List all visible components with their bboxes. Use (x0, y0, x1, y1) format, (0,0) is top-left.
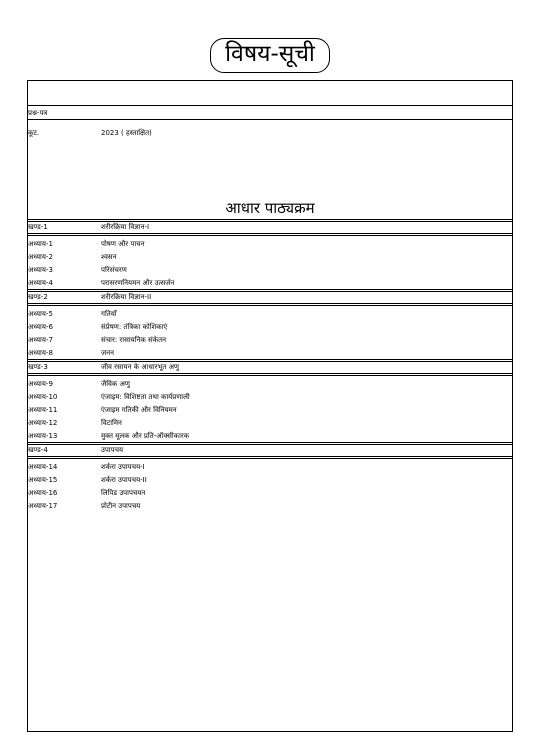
chapter-title: एंजाइम: विशिष्टता तथा कार्यप्रणाली (101, 393, 190, 401)
contents-frame (27, 80, 513, 732)
chapter-number: अध्याय-13 (28, 432, 58, 440)
block-title: उपापचय (101, 446, 124, 454)
chapter-row (28, 264, 512, 277)
block-number: खण्ड-3 (28, 363, 48, 371)
chapter-number: अध्याय-17 (28, 502, 58, 510)
block-number: खण्ड-2 (28, 293, 48, 301)
chapter-number: अध्याय-14 (28, 463, 58, 471)
chapter-title: पोषण और पाचन (101, 240, 145, 248)
block-number: खण्ड-1 (28, 223, 48, 231)
header-code: कूट. (28, 129, 40, 137)
divider (28, 233, 512, 236)
chapter-title: शर्करा उपापचय-I (101, 463, 145, 471)
chapter-row (28, 334, 512, 347)
chapter-number: अध्याय-3 (28, 266, 53, 274)
divider (28, 119, 512, 120)
divider (28, 105, 512, 106)
chapter-row (28, 378, 512, 391)
divider (28, 456, 512, 459)
chapter-row (28, 500, 512, 513)
divider (28, 303, 512, 306)
chapter-title: जनन (101, 349, 114, 357)
chapter-row (28, 461, 512, 474)
chapter-row (28, 391, 512, 404)
chapter-title: प्रोटीन उपापचय (101, 502, 141, 510)
chapter-number: अध्याय-1 (28, 240, 53, 248)
chapter-number: अध्याय-8 (28, 349, 53, 357)
chapter-number: अध्याय-2 (28, 253, 53, 261)
syllabus-heading: आधार पाठ्यक्रम (225, 199, 315, 217)
chapter-number: अध्याय-10 (28, 393, 58, 401)
chapter-number: अध्याय-9 (28, 380, 53, 388)
chapter-title: लिपिड उपापचयन (101, 489, 146, 497)
block-title: शरीरक्रिया विज्ञान-II (101, 293, 152, 301)
chapter-row (28, 487, 512, 500)
divider (28, 373, 512, 376)
chapter-row (28, 474, 512, 487)
chapter-row (28, 417, 512, 430)
chapter-number: अध्याय-11 (28, 406, 58, 414)
chapter-number: अध्याय-12 (28, 419, 58, 427)
chapter-title: शर्करा उपापचय-II (101, 476, 147, 484)
chapter-number: अध्याय-7 (28, 336, 53, 344)
chapter-number: अध्याय-4 (28, 279, 53, 287)
chapter-number: अध्याय-5 (28, 310, 53, 318)
chapter-row (28, 251, 512, 264)
header-label: प्रश्न-पत्र (28, 109, 48, 117)
chapter-row (28, 308, 512, 321)
block-title: शरीरक्रिया विज्ञान-I (101, 223, 150, 231)
header-year-note: 2023 ( हस्ताक्षित) (101, 129, 152, 137)
chapter-title: मुक्त मूलक और प्रति-ऑक्सीकारक (101, 432, 190, 440)
chapter-title: संचार: रासायनिक संकेतन (101, 336, 166, 344)
chapter-row (28, 238, 512, 251)
chapter-row (28, 404, 512, 417)
chapter-title: परिसंचरण (101, 266, 127, 274)
block-title: जीव रसायन के आधारभूत अणु (101, 363, 179, 371)
chapter-title: विटामिन (101, 419, 122, 427)
chapter-title: गतियाँ (101, 310, 117, 318)
chapter-title: संप्रेषण: तंत्रिका कोशिकाएं (101, 323, 168, 331)
chapter-title: परासरणनियमन और उत्सर्जन (101, 279, 175, 287)
chapter-title: श्वसन (101, 253, 117, 261)
chapter-number: अध्याय-6 (28, 323, 53, 331)
chapter-number: अध्याय-16 (28, 489, 58, 497)
page-title: विषय-सूची (210, 38, 330, 73)
title-wrapper (0, 38, 540, 73)
block-number: खण्ड-4 (28, 446, 48, 454)
chapter-number: अध्याय-15 (28, 476, 58, 484)
chapter-row (28, 321, 512, 334)
chapter-title: जैविक अणु (101, 380, 130, 388)
chapter-title: एंजाइम गतिकी और विनियमन (101, 406, 177, 414)
